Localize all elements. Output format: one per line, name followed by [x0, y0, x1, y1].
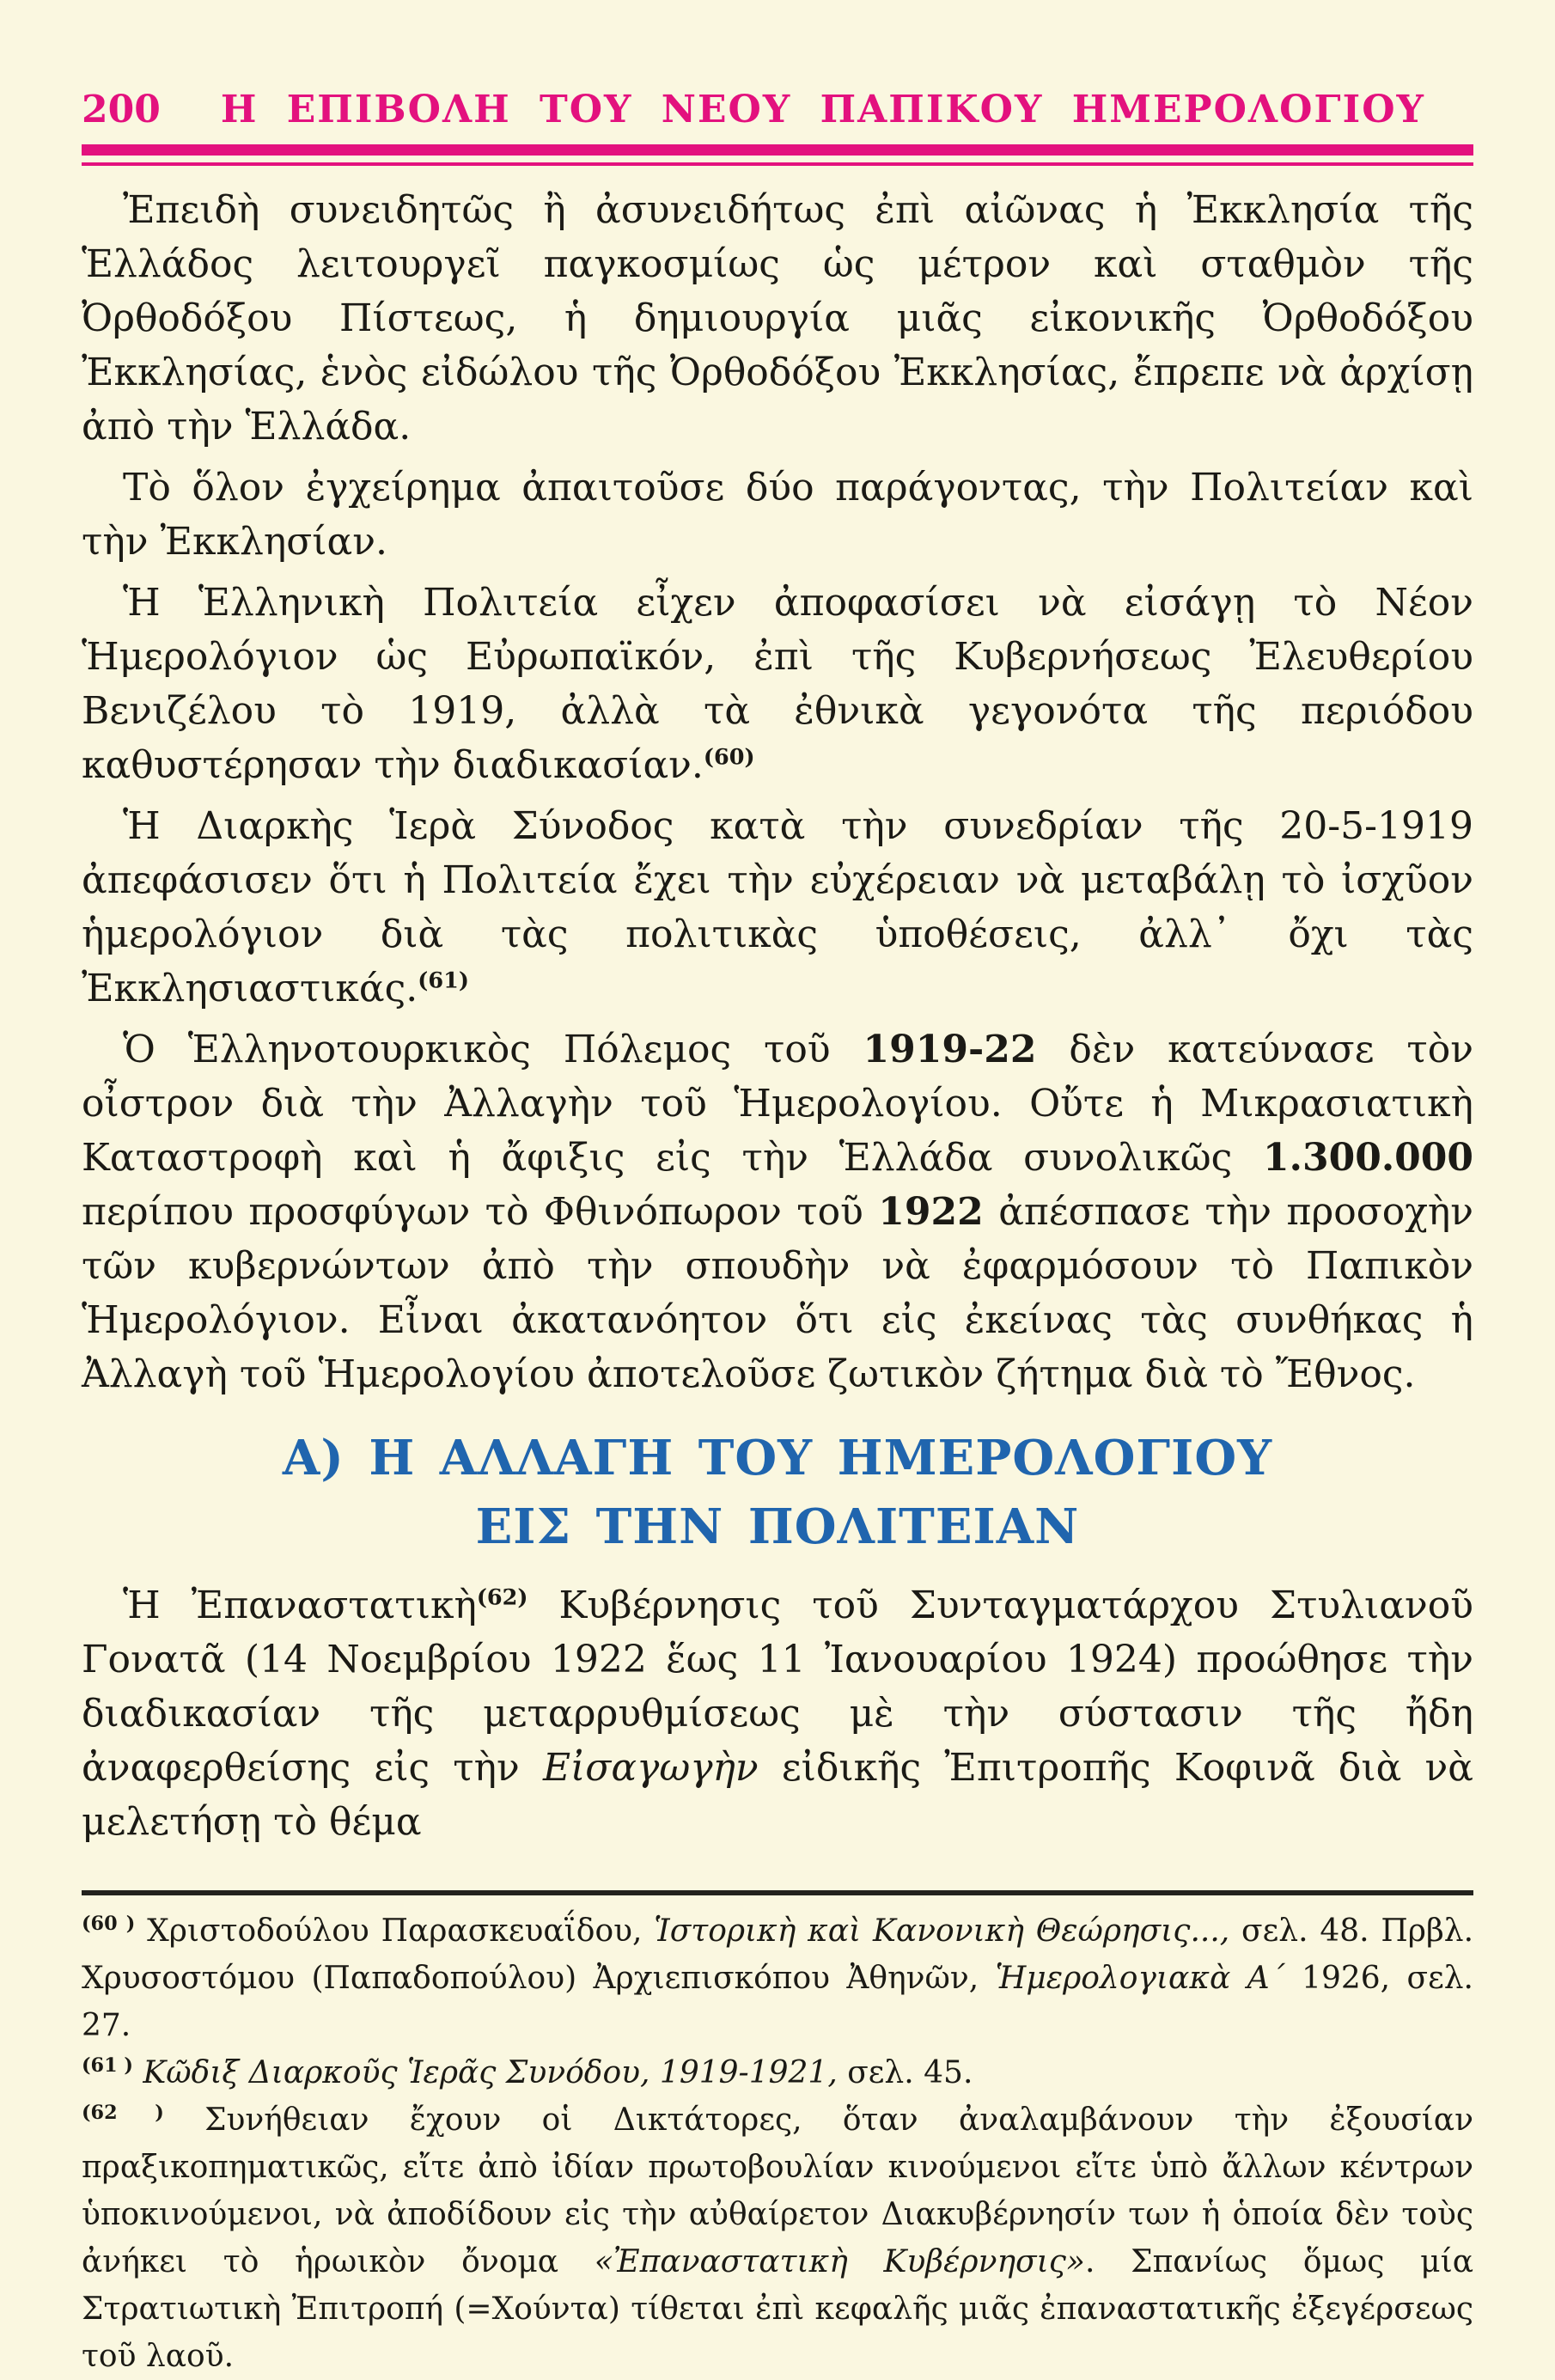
header-rule-thick [82, 144, 1473, 156]
section-heading-line-1: Α) Η ΑΛΛΑΓΗ ΤΟΥ ΗΜΕΡΟΛΟΓΙΟΥ [282, 1430, 1273, 1486]
footnote-marker: (61) [418, 967, 469, 994]
footnote-marker: (61 ) [82, 2054, 133, 2077]
header-rule-thin [82, 162, 1473, 166]
footnote-item: $^{(61 )}$ Κῶδιξ Διαρκοῦς Ἱερᾶς Συνόδου, 1919-1921, σελ. 45. [82, 2054, 973, 2090]
section-heading [82, 1424, 1473, 1561]
paragraph: Τὸ ὅλον ἐγχείρημα ἀπαιτοῦσε δύο παράγοντας, τὴν Πολιτείαν καὶ τὴν Ἐκκλησίαν. [82, 466, 1473, 564]
paragraph: Ἐπειδὴ συνειδητῶς ἢ ἀσυνειδήτως ἐπὶ αἰῶνας ἡ Ἐκκλησία τῆς Ἑλλάδος λειτουργεῖ παγκοσμίως ὡς μέτρον καὶ σταθμὸν τῆς Ὀρθοδόξου Πίστεως, ἡ δημιουργία μιᾶς εἰκονικῆς Ὀρθοδόξου Ἐκκλησίας, ἑνὸς εἰδώλου τῆς Ὀρθοδόξου Ἐκκλησίας, ἔπρεπε νὰ ἀρχίσῃ ἀπὸ τὴν Ἑλλάδα. [82, 188, 1473, 449]
paragraph: Ἡ Διαρκὴς Ἱερὰ Σύνοδος κατὰ τὴν συνεδρίαν τῆς 20-5-1919 ἀπεφάσισεν ὅτι ἡ Πολιτεία ἔχει τὴν εὐχέρειαν νὰ μεταβάλῃ τὸ ἰσχῦον ἡμερολόγιον διὰ τὰς πολιτικὰς ὑποθέσεις, ἀλλ᾽ ὄχι τὰς Ἐκκλησιαστικάς.$^{(61)}$ [82, 804, 1473, 1010]
paragraph: Ἡ Ἑλληνικὴ Πολιτεία εἶχεν ἀποφασίσει νὰ εἰσάγῃ τὸ Νέον Ἡμερολόγιον ὡς Εὐρωπαϊκόν, ἐπὶ τῆς Κυβερνήσεως Ἐλευθερίου Βενιζέλου τὸ 1919, ἀλλὰ τὰ ἐθνικὰ γεγονότα τῆς περιόδου καθυστέρησαν τὴν διαδικασίαν.$^{(60)}$ [82, 581, 1473, 787]
footnote-item: $^{(62 )}$ Συνήθειαν ἔχουν οἱ Δικτάτορες, ὅταν ἀναλαμβάνουν τὴν ἐξουσίαν πραξικοπηματικῶς, εἴτε ἀπὸ ἰδίαν πρωτοβουλίαν κινούμενοι εἴτε ὑπὸ ἄλλων κέντρων ὑποκινούμενοι, νὰ ἀποδίδουν εἰς τὴν αὐθαίρετον Διακυβέρνησίν των ἡ ὁποία δὲν τοὺς ἀνήκει τὸ ἡρωικὸν ὄνομα «Ἐπαναστατικὴ Κυβέρνησις». Σπανίως ὅμως μία Στρατιωτικὴ Ἐπιτροπή (=Χούντα) τίθεται ἐπὶ κεφαλῆς μιᾶς ἐπαναστατικῆς ἐξεγέρσεως τοῦ λαοῦ. [82, 2102, 1474, 2374]
paragraph: Ὁ Ἑλληνοτουρκικὸς Πόλεμος τοῦ 1919-22 δὲν κατεύνασε τὸν οἶστρον διὰ τὴν Ἀλλαγὴν τοῦ Ἡμερολογίου. Οὔτε ἡ Μικρασιατικὴ Καταστροφὴ καὶ ἡ ἄφιξις εἰς τὴν Ἑλλάδα συνολικῶς 1.300.000 περίπου προσφύγων τὸ Φθινόπωρον τοῦ 1922 ἀπέσπασε τὴν προσοχὴν τῶν κυβερνώντων ἀπὸ τὴν σπουδὴν νὰ ἐφαρμόσουν τὸ Παπικὸν Ἡμερολόγιον. Εἶναι ἀκατανόητον ὅτι εἰς ἐκείνας τὰς συνθήκας ἡ Ἀλλαγὴ τοῦ Ἡμερολογίου ἀποτελοῦσε ζωτικὸν ζήτημα διὰ τὸ Ἔθνος. [82, 1028, 1473, 1396]
body-text [82, 183, 1473, 1401]
footnote-marker: (62 ) [82, 2102, 164, 2124]
section-heading-line-2: ΕΙΣ ΤΗΝ ΠΟΛΙΤΕΙΑΝ [475, 1498, 1080, 1555]
page-number: 200 [82, 88, 161, 131]
running-header [82, 0, 1473, 131]
footnote-marker: (60) [703, 744, 755, 771]
footnote-item: $^{(60 )}$ Χριστοδούλου Παρασκευαΐδου, Ἱστορικὴ καὶ Κανονικὴ Θεώρησις..., σελ. 48. Πρβλ. Χρυσοστόμου (Παπαδοπούλου) Ἀρχιεπισκόπου Ἀθηνῶν, Ἡμερολογιακὰ Α´ 1926, σελ. 27. [82, 1913, 1474, 2043]
footnote-marker: (62) [476, 1584, 528, 1611]
body-text-after-heading [82, 1578, 1473, 1849]
footnotes [82, 1907, 1473, 2380]
footnote-separator-rule [82, 1890, 1473, 1895]
running-header-title: Η ΕΠΙΒΟΛΗ ΤΟΥ ΝΕΟΥ ΠΑΠΙΚΟΥ ΗΜΕΡΟΛΟΓΙΟΥ [220, 88, 1425, 131]
paragraph: Ἡ Ἐπαναστατικὴ$^{(62)}$ Κυβέρνησις τοῦ Συνταγματάρχου Στυλιανοῦ Γονατᾶ (14 Νοεμβρίου 1922 ἕως 11 Ἰανουαρίου 1924) προώθησε τὴν διαδικασίαν τῆς μεταρρυθμίσεως μὲ τὴν σύστασιν τῆς ἤδη ἀναφερθείσης εἰς τὴν Εἰσαγωγὴν εἰδικῆς Ἐπιτροπῆς Κοφινᾶ διὰ νὰ μελετήσῃ τὸ θέμα [82, 1584, 1473, 1844]
footnote-marker: (60 ) [82, 1913, 136, 1935]
